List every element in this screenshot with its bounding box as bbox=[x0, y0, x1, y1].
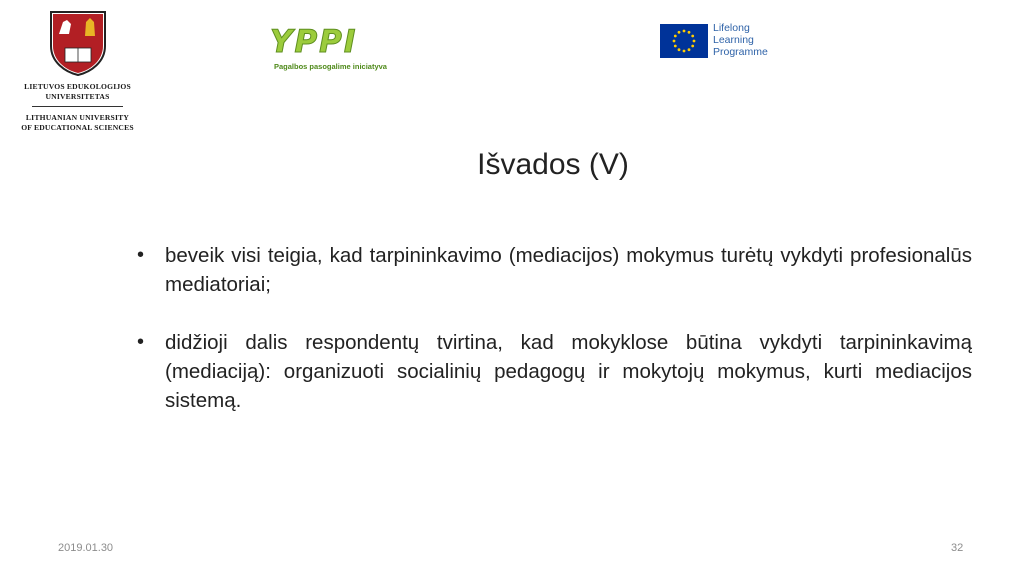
footer-date: 2019.01.30 bbox=[58, 542, 114, 554]
eu-lifelong-learning-logo bbox=[660, 22, 790, 62]
bullet-icon: • bbox=[137, 244, 145, 266]
eu-programme-label bbox=[713, 22, 793, 58]
yppi-logo-tagline: Pagalbos pasogalime iniciatyva bbox=[274, 62, 387, 71]
bullet-item bbox=[137, 241, 972, 299]
university-name-en-line2: OF EDUCATIONAL SCIENCES bbox=[21, 123, 134, 132]
university-logo bbox=[21, 10, 134, 132]
bullet-icon: • bbox=[137, 331, 145, 353]
eu-flag-icon bbox=[660, 24, 708, 58]
eu-programme-line3: Programme bbox=[713, 46, 768, 58]
bullet-text: didžioji dalis respondentų tvirtina, kad mokyklose būtina vykdyti tarpininkavimą (mediaciją): organizuoti socialinių pedagogų ir mokytojų mokymus, kurti mediacijos sistemą. bbox=[165, 331, 972, 412]
yppi-logo-word: YPPI bbox=[270, 24, 358, 60]
eu-programme-line2: Learning bbox=[713, 34, 754, 46]
page-number: 32 bbox=[951, 542, 964, 554]
bullet-list bbox=[137, 241, 972, 444]
university-name-lt-line2: UNIVERSITETAS bbox=[45, 92, 110, 101]
bullet-item bbox=[137, 328, 972, 415]
slide-title: Išvados (V) bbox=[477, 148, 629, 181]
yppi-logo bbox=[270, 22, 387, 74]
divider bbox=[32, 106, 123, 107]
bullet-text: beveik visi teigia, kad tarpininkavimo (mediacijos) mokymus turėtų vykdyti profesionalūs mediatoriai; bbox=[165, 244, 972, 296]
university-shield-icon bbox=[49, 10, 107, 76]
university-name-en-line1: LITHUANIAN UNIVERSITY bbox=[25, 113, 130, 122]
eu-programme-line1: Lifelong bbox=[713, 22, 750, 34]
university-name-lt-line1: LIETUVOS EDUKOLOGIJOS bbox=[24, 82, 131, 91]
